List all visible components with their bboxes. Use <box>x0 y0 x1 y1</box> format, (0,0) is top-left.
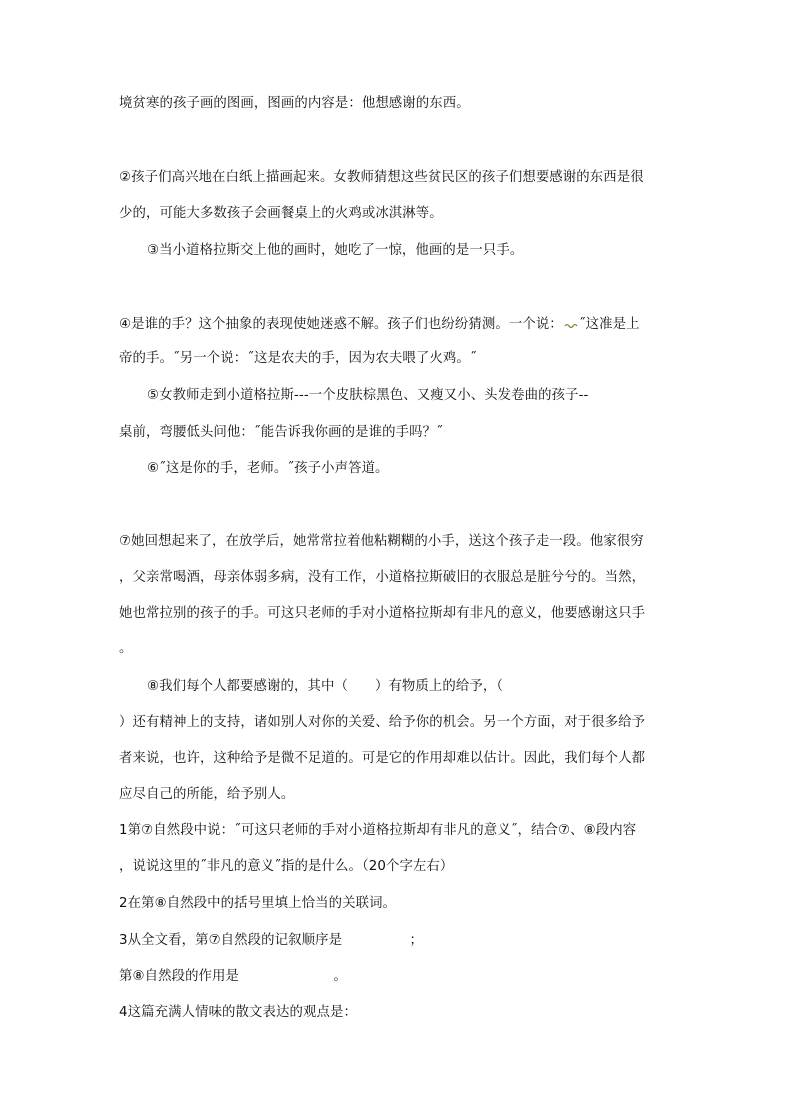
paragraph-2-line: ②孩子们高兴地在白纸上描画起来。女教师猜想这些贫民区的孩子们想要感谢的东西是很 <box>119 170 644 185</box>
paragraph-4-quote: ˝这准是上 <box>578 317 640 332</box>
paragraph-7-line: ，父亲常喝酒，母亲体弱多病，没有工作，小道格拉斯破旧的衣服总是脏兮兮的。当然， <box>119 570 646 585</box>
paragraph-7-line: ⑦她回想起来了，在放学后，她常常拉着他粘糊糊的小手，送这个孩子走一段。他家很穷 <box>119 534 644 549</box>
paragraph-8-line: ）还有精神上的支持，诸如别人对你的关爱、给予你的机会。另一个方面，对于很多给予 <box>119 715 646 730</box>
question-2-line: 2在第⑧自然段中的括号里填上恰当的关联词。 <box>119 896 397 911</box>
paragraph-8-line: 应尽自己的所能，给予别人。 <box>119 787 295 802</box>
paragraph-4-line <box>119 317 640 333</box>
paragraph-8-line: 者来说，也许，这种给予是微不足道的。可是它的作用却难以估计。因此，我们每个人都 <box>119 751 646 766</box>
paragraph-6-line: ⑥˝这是你的手，老师。˝孩子小声答道。 <box>147 461 389 476</box>
question-1-line: ，说说这里的˝非凡的意义˝指的是什么。（20个字左右） <box>119 859 454 874</box>
paragraph-5-line: 桌前，弯腰低头问他：˝能告诉我你画的是谁的手吗？˝ <box>119 425 443 440</box>
question-1-line: 1第⑦自然段中说：˝可这只老师的手对小道格拉斯却有非凡的意义˝，结合⑦、⑧段内容 <box>119 823 637 838</box>
paragraph-5-line: ⑤女教师走到小道格拉斯---一个皮肤棕黑色、又瘦又小、头发卷曲的孩子-- <box>147 388 589 403</box>
text-line: 境贫寒的孩子画的图画，图画的内容是：他想感谢的东西。 <box>119 96 470 111</box>
question-4-line: 4这篇充满人情味的散文表达的观点是： <box>119 1005 357 1020</box>
question-3-line: 第⑧自然段的作用是 。 <box>119 969 347 984</box>
paragraph-3-line: ③当小道格拉斯交上他的画时，她吃了一惊，他画的是一只手。 <box>147 243 524 258</box>
paragraph-2-line: 少的，可能大多数孩子会画餐桌上的火鸡或冰淇淋等。 <box>119 206 443 221</box>
paragraph-4-line: 帝的手。˝另一个说：˝这是农夫的手，因为农夫喂了火鸡。˝ <box>119 351 477 366</box>
squiggle-mark-icon <box>564 320 578 328</box>
paragraph-7-line: 。 <box>119 641 133 656</box>
paragraph-7-line: 她也常拉别的孩子的手。可这只老师的手对小道格拉斯却有非凡的意义，他要感谢这只手 <box>119 606 646 621</box>
paragraph-8-line: ⑧我们每个人都要感谢的，其中（ ）有物质上的给予，（ <box>147 679 504 694</box>
paragraph-4-text: ④是谁的手？这个抽象的表现使她迷惑不解。孩子们也纷纷猜测。一个说： <box>119 317 563 332</box>
question-3-line: 3从全文看，第⑦自然段的记叙顺序是 ； <box>119 933 424 948</box>
